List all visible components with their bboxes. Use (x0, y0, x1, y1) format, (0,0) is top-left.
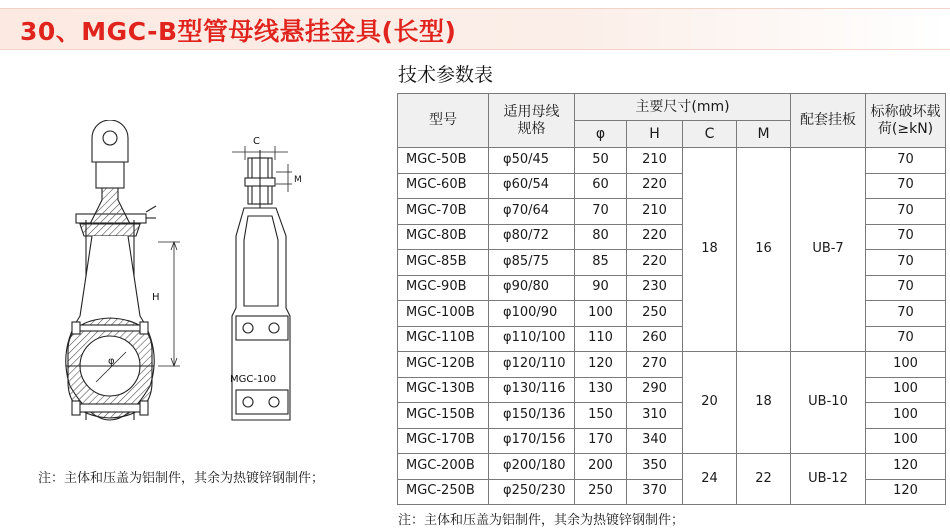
header-bus: 适用母线规格 (489, 94, 575, 148)
cell-h: 220 (627, 173, 683, 199)
cell-phi: 110 (575, 326, 627, 352)
spec-table-body (398, 148, 946, 505)
cell-model: MGC-120B (398, 352, 489, 378)
front-view (66, 120, 180, 420)
header-phi: φ (575, 121, 627, 148)
fitting-drawing (40, 120, 320, 440)
table-row (398, 454, 946, 480)
cell-model: MGC-80B (398, 224, 489, 250)
cell-m: 18 (737, 352, 791, 454)
cell-model: MGC-100B (398, 301, 489, 327)
cell-load: 70 (866, 275, 946, 301)
cell-load: 120 (866, 454, 946, 480)
cell-phi: 60 (575, 173, 627, 199)
page-title: 30、MGC-B型管母线悬挂金具(长型) (20, 17, 457, 46)
cell-bus: φ70/64 (489, 199, 575, 225)
cell-phi: 150 (575, 403, 627, 429)
cell-bus: φ100/90 (489, 301, 575, 327)
cell-load: 100 (866, 403, 946, 429)
cell-bus: φ80/72 (489, 224, 575, 250)
header-c: C (683, 121, 737, 148)
cell-m: 22 (737, 454, 791, 505)
cell-load: 100 (866, 428, 946, 454)
cell-h: 290 (627, 377, 683, 403)
cell-h: 220 (627, 250, 683, 276)
cell-load: 70 (866, 199, 946, 225)
cell-h: 250 (627, 301, 683, 327)
cell-model: MGC-90B (398, 275, 489, 301)
cell-model: MGC-110B (398, 326, 489, 352)
cell-model: MGC-85B (398, 250, 489, 276)
cell-model: MGC-70B (398, 199, 489, 225)
header-load: 标称破坏载荷(≥kN) (866, 94, 946, 148)
cell-load: 70 (866, 326, 946, 352)
cell-h: 230 (627, 275, 683, 301)
cell-bus: φ170/156 (489, 428, 575, 454)
cell-model: MGC-150B (398, 403, 489, 429)
header-plate: 配套挂板 (791, 94, 866, 148)
title-bar (0, 8, 950, 50)
cell-h: 370 (627, 479, 683, 505)
cell-model: MGC-50B (398, 148, 489, 174)
cell-load: 70 (866, 224, 946, 250)
cell-h: 350 (627, 454, 683, 480)
dim-m-label: M (294, 175, 302, 185)
cell-phi: 200 (575, 454, 627, 480)
table-row (398, 352, 946, 378)
cell-h: 270 (627, 352, 683, 378)
cell-model: MGC-200B (398, 454, 489, 480)
cell-load: 70 (866, 301, 946, 327)
cell-bus: φ200/180 (489, 454, 575, 480)
header-model: 型号 (398, 94, 489, 148)
header-dims: 主要尺寸(mm) (575, 94, 791, 121)
cell-bus: φ130/116 (489, 377, 575, 403)
cell-plate: UB-7 (791, 148, 866, 352)
cell-h: 210 (627, 199, 683, 225)
cell-model: MGC-250B (398, 479, 489, 505)
cell-bus: φ90/80 (489, 275, 575, 301)
cell-load: 70 (866, 250, 946, 276)
cell-phi: 250 (575, 479, 627, 505)
cell-bus: φ150/136 (489, 403, 575, 429)
table-row (398, 148, 946, 174)
cell-phi: 50 (575, 148, 627, 174)
dim-h-label: H (152, 292, 160, 303)
cell-m: 16 (737, 148, 791, 352)
cell-plate: UB-10 (791, 352, 866, 454)
cell-phi: 70 (575, 199, 627, 225)
model-label: MGC-100 (230, 374, 277, 385)
header-h: H (627, 121, 683, 148)
cell-load: 120 (866, 479, 946, 505)
cell-phi: 120 (575, 352, 627, 378)
cell-bus: φ85/75 (489, 250, 575, 276)
cell-bus: φ250/230 (489, 479, 575, 505)
cell-h: 260 (627, 326, 683, 352)
cell-c: 18 (683, 148, 737, 352)
cell-phi: 100 (575, 301, 627, 327)
cell-plate: UB-12 (791, 454, 866, 505)
cell-load: 100 (866, 352, 946, 378)
cell-bus: φ110/100 (489, 326, 575, 352)
cell-bus: φ50/45 (489, 148, 575, 174)
dim-c-label: C (253, 136, 260, 147)
cell-model: MGC-130B (398, 377, 489, 403)
cell-h: 220 (627, 224, 683, 250)
note-left: 注：主体和压盖为铝制件，其余为热镀锌钢制件； (38, 471, 325, 486)
cell-phi: 85 (575, 250, 627, 276)
cell-phi: 80 (575, 224, 627, 250)
cell-c: 24 (683, 454, 737, 505)
cell-bus: φ120/110 (489, 352, 575, 378)
cell-h: 310 (627, 403, 683, 429)
cell-bus: φ60/54 (489, 173, 575, 199)
cell-load: 70 (866, 173, 946, 199)
cell-h: 210 (627, 148, 683, 174)
header-m: M (737, 121, 791, 148)
table-title: 技术参数表 (398, 64, 494, 86)
cell-c: 20 (683, 352, 737, 454)
cell-load: 100 (866, 377, 946, 403)
cell-phi: 170 (575, 428, 627, 454)
cell-model: MGC-170B (398, 428, 489, 454)
cell-h: 340 (627, 428, 683, 454)
dim-phi-label: φ (108, 356, 115, 367)
cell-model: MGC-60B (398, 173, 489, 199)
cell-phi: 90 (575, 275, 627, 301)
cell-load: 70 (866, 148, 946, 174)
note-bottom: 注：主体和压盖为铝制件，其余为热镀锌钢制件； (398, 513, 685, 528)
cell-phi: 130 (575, 377, 627, 403)
spec-table (397, 93, 946, 505)
